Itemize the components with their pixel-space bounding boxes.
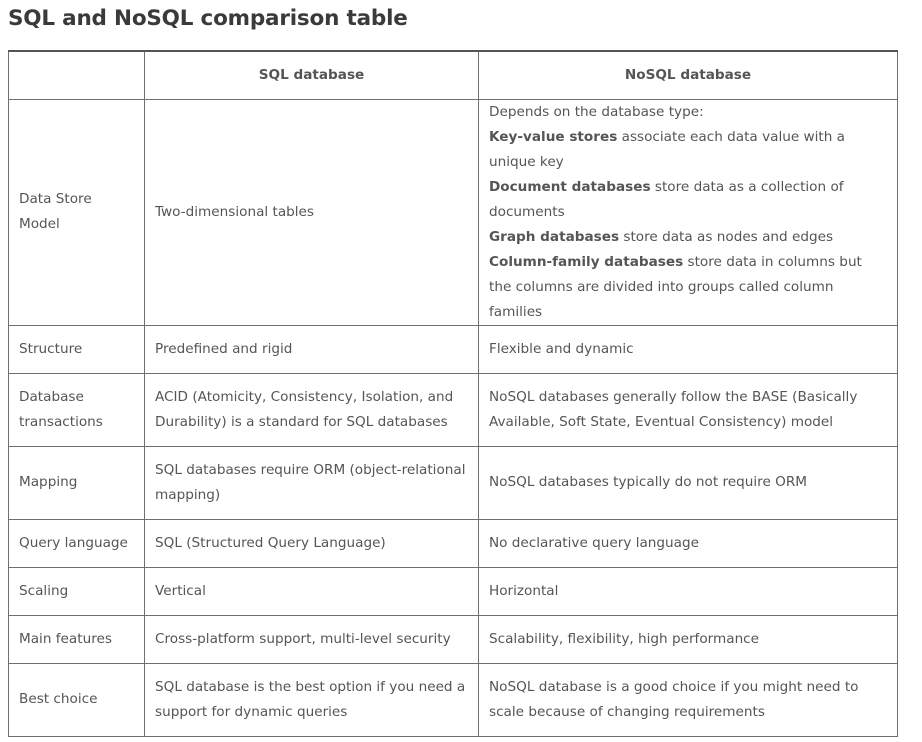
table-row-best-choice [9,663,898,736]
row-label: Scaling [9,567,145,615]
sql-cell: SQL database is the best option if you need a support for dynamic queries [145,663,479,736]
row-label: Query language [9,519,145,567]
nosql-cell: No declarative query language [479,519,898,567]
nosql-cell: Horizontal [479,567,898,615]
table-row-database-transactions [9,373,898,446]
sql-cell: SQL databases require ORM (object-relational mapping) [145,446,479,519]
nosql-cell: Scalability, flexibility, high performance [479,615,898,663]
row-label: Main features [9,615,145,663]
comparison-table [8,50,898,737]
nosql-intro: Depends on the database type: [489,103,704,120]
row-label: Database transactions [9,373,145,446]
table-row-structure [9,325,898,373]
sql-cell: Two-dimensional tables [145,99,479,325]
sql-cell: SQL (Structured Query Language) [145,519,479,567]
row-label: Data Store Model [9,99,145,325]
table-header-row [9,51,898,99]
page-title: SQL and NoSQL comparison table [8,6,408,31]
header-cell-nosql: NoSQL database [479,51,898,99]
nosql-item: Column-family databases store data in columns but the columns are divided into groups called column families [489,253,862,320]
nosql-cell: NoSQL databases typically do not require ORM [479,446,898,519]
table-row-main-features [9,615,898,663]
row-label: Mapping [9,446,145,519]
row-label: Best choice [9,663,145,736]
nosql-item: Key-value stores associate each data value with a unique key [489,128,846,170]
nosql-cell: Flexible and dynamic [479,325,898,373]
nosql-item: Graph databases store data as nodes and edges [489,228,834,245]
header-cell-sql: SQL database [145,51,479,99]
table-row-data-store-model [9,99,898,325]
sql-cell: Cross-platform support, multi-level security [145,615,479,663]
table-row-query-language [9,519,898,567]
nosql-item: Document databases store data as a collection of documents [489,178,844,220]
nosql-cell: NoSQL databases generally follow the BASE (Basically Available, Soft State, Eventual Consistency) model [479,373,898,446]
sql-cell: Vertical [145,567,479,615]
header-cell-empty [9,51,145,99]
sql-cell: ACID (Atomicity, Consistency, Isolation, and Durability) is a standard for SQL databases [145,373,479,446]
sql-cell: Predefined and rigid [145,325,479,373]
table-row-mapping [9,446,898,519]
table-row-scaling [9,567,898,615]
nosql-cell: NoSQL database is a good choice if you might need to scale because of changing requirements [479,663,898,736]
row-label: Structure [9,325,145,373]
nosql-cell [479,99,898,325]
